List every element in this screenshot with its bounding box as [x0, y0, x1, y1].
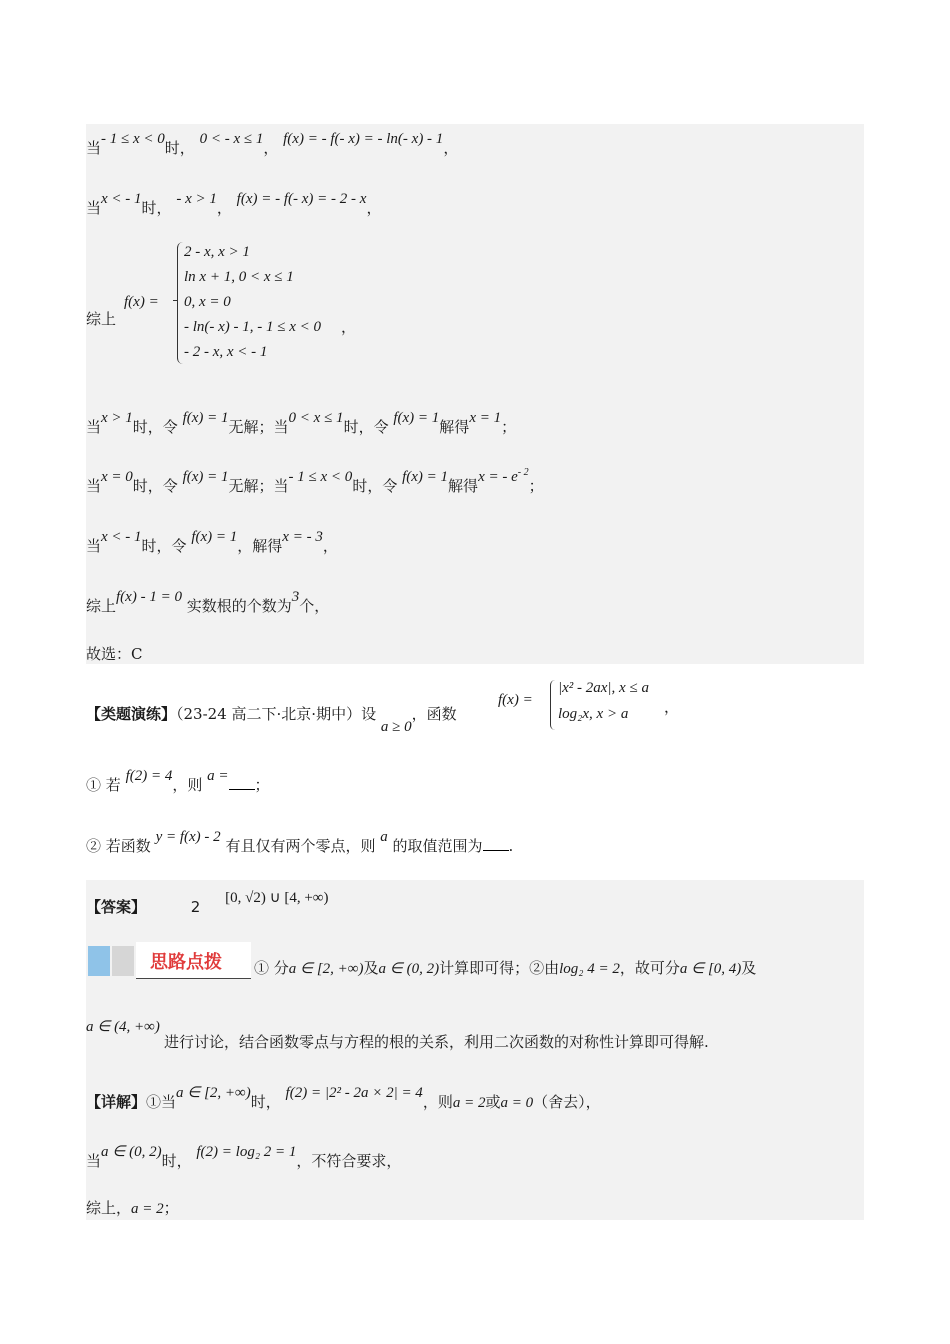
hint-line-1: [254, 958, 756, 979]
answer-tag: 【答案】: [86, 898, 147, 916]
text: 实数根的个数为: [186, 597, 292, 615]
math-number: 3: [291, 589, 300, 605]
text: ，则: [172, 776, 203, 794]
text: 当: [86, 537, 102, 555]
text: 时，: [164, 139, 195, 157]
math-condition: - 1 ≤ x < 0: [288, 469, 353, 485]
case-3: 0, x = 0: [184, 294, 231, 310]
text: ，则: [422, 1093, 453, 1111]
math-equation: f(x) = 1: [182, 410, 229, 426]
math-condition: x < - 1: [101, 529, 142, 545]
case-4: - ln(- x) - 1, - 1 ≤ x < 0: [184, 319, 322, 335]
hint-badge: [86, 942, 252, 980]
text: 当: [86, 477, 102, 495]
text: 当: [86, 1152, 102, 1170]
detail-line-3: [86, 1198, 179, 1219]
summary-end: ，: [341, 318, 357, 336]
text: .: [508, 837, 514, 855]
text: 及: [363, 959, 379, 977]
text: ，: [366, 199, 382, 217]
piecewise-summary: [86, 242, 486, 367]
math-equation: f(2) = 4: [125, 768, 173, 784]
math-equation: log₂ 4 = 2: [559, 961, 620, 977]
math-condition: a ∈ [2, +∞): [176, 1085, 251, 1101]
hint-line-2-math: [86, 1016, 160, 1037]
solution-line-4: [86, 410, 517, 438]
math-solution: x = - 3: [282, 529, 323, 545]
text: 的取值范围为: [392, 837, 483, 855]
text: 解得: [439, 418, 470, 436]
math-condition: 0 < - x ≤ 1: [199, 131, 264, 147]
exercise-q2: [86, 829, 514, 857]
text: ，解得: [237, 537, 283, 555]
math-solution: x = 1: [469, 410, 502, 426]
text: ，: [263, 139, 279, 157]
math-condition: 0 < x ≤ 1: [288, 410, 344, 426]
text: ，: [216, 199, 232, 217]
text: ① 若: [86, 776, 121, 794]
exercise-statement: [86, 704, 457, 735]
math-case: log₂x, x > a: [558, 706, 629, 722]
solution-line-5: [86, 467, 544, 499]
math-equation: f(2) = log₂ 2 = 1: [196, 1144, 297, 1160]
text: ，: [322, 537, 338, 555]
text: ，函数: [411, 705, 457, 723]
text: ；: [528, 477, 544, 495]
text: （舍去），: [533, 1093, 601, 1111]
math-condition: - x > 1: [176, 191, 217, 207]
summary-label: 综上: [86, 310, 117, 328]
math-solution: a = 2: [452, 1095, 486, 1111]
badge-stripe-gray: [112, 946, 134, 976]
summary-fx: f(x) =: [124, 294, 159, 310]
math-superscript: - 2: [517, 467, 529, 478]
text: 时，: [141, 199, 172, 217]
math-condition: a ∈ (0, 2): [378, 961, 440, 977]
text: ，故可分: [619, 959, 680, 977]
math-equation: f(x) = 1: [393, 410, 440, 426]
solution-conclusion: [86, 644, 142, 664]
text: ，: [443, 139, 459, 157]
math-condition: a ∈ (0, 2): [101, 1144, 162, 1160]
text: 时，令: [132, 477, 178, 495]
detail-line-1: [86, 1085, 601, 1113]
solution-line-6: [86, 529, 338, 557]
case-5: - 2 - x, x < - 1: [184, 344, 268, 360]
answer-blank[interactable]: [229, 775, 255, 790]
math-equation: f(x) = 1: [191, 529, 238, 545]
math-condition: - 1 ≤ x < 0: [101, 131, 165, 147]
text: 当: [86, 199, 102, 217]
answer-blank[interactable]: [483, 836, 509, 851]
text: ① 分: [254, 959, 289, 977]
text: ，: [664, 698, 680, 716]
math-equation: f(x) - 1 = 0: [116, 589, 182, 605]
math-variable: a =: [207, 768, 229, 784]
left-brace: [550, 680, 556, 730]
case-1: 2 - x, x > 1: [184, 244, 250, 260]
math-equation: f(x) = 1: [402, 469, 449, 485]
text: ；: [254, 776, 270, 794]
math-variable: a: [380, 829, 388, 845]
text: ，不符合要求，: [296, 1152, 402, 1170]
badge-stripe-blue: [88, 946, 110, 976]
hint-line-2: [164, 1032, 709, 1052]
left-brace: [177, 242, 184, 364]
math-solution: a = 0: [500, 1095, 534, 1111]
text: 无解；当: [228, 477, 289, 495]
exercise-q1: [86, 768, 270, 796]
text: 无解；当: [228, 418, 289, 436]
text: 当: [86, 139, 102, 157]
text: 时，: [250, 1093, 281, 1111]
math-equation: y = f(x) - 2: [155, 829, 221, 845]
case-2: ln x + 1, 0 < x ≤ 1: [184, 269, 294, 285]
text: 故选：C: [86, 645, 143, 663]
detail-tag: 【详解】: [86, 1093, 147, 1111]
detail-line-2: [86, 1144, 402, 1172]
text: 及: [741, 959, 757, 977]
text: 计算即可得；②由: [439, 959, 560, 977]
answer-2: [0, √2) ∪ [4, +∞): [225, 890, 329, 906]
math-expression: f(x) = - f(- x) = - 2 - x: [236, 191, 367, 207]
text: 个，: [299, 597, 330, 615]
text: 进行讨论，结合函数零点与方程的根的关系，利用二次函数的对称性计算即可得解.: [164, 1033, 709, 1051]
text: 或: [485, 1093, 501, 1111]
text: ；: [501, 418, 517, 436]
text: ；: [163, 1199, 179, 1217]
text: 解得: [448, 477, 479, 495]
exercise-function: [498, 678, 698, 734]
math-solution: x = - e: [478, 469, 518, 485]
math-equation: f(2) = |2² - 2a × 2| = 4: [285, 1085, 423, 1101]
math-solution: a = 2: [131, 1201, 164, 1217]
math-case: |x² - 2ax|, x ≤ a: [558, 680, 649, 696]
math-condition: a ∈ [2, +∞): [288, 961, 364, 977]
text: ② 若函数: [86, 837, 151, 855]
math-condition: a ∈ [0, 4): [679, 961, 742, 977]
answer-line: [86, 890, 329, 918]
exercise-tag: 【类题演练】: [86, 705, 177, 723]
text: 时，令: [132, 418, 178, 436]
text: 时，令: [343, 418, 389, 436]
solution-line-1: [86, 131, 459, 159]
math-expression: f(x) = - f(- x) = - ln(- x) - 1: [283, 131, 444, 147]
math-fx: f(x) =: [498, 692, 533, 708]
text: 时，: [161, 1152, 192, 1170]
math-condition: x < - 1: [101, 191, 142, 207]
math-condition: a ≥ 0: [380, 719, 412, 735]
badge-label: 思路点拨: [150, 952, 222, 973]
text: 综上，: [86, 1199, 132, 1217]
exercise-source: （23-24 高二下·北京·期中）设: [176, 705, 377, 723]
solution-line-7: [86, 589, 330, 617]
text: 时，令: [352, 477, 398, 495]
text: 时，令: [141, 537, 187, 555]
solution-line-2: [86, 191, 382, 219]
answer-1: 2: [190, 898, 201, 916]
text: 综上: [86, 597, 117, 615]
text: 当: [86, 418, 102, 436]
math-equation: f(x) = 1: [182, 469, 229, 485]
text: ①当: [146, 1093, 177, 1111]
math-condition: x = 0: [101, 469, 133, 485]
text: 有且仅有两个零点，则: [225, 837, 376, 855]
math-condition: x > 1: [101, 410, 133, 426]
math-condition: a ∈ (4, +∞): [86, 1019, 160, 1035]
